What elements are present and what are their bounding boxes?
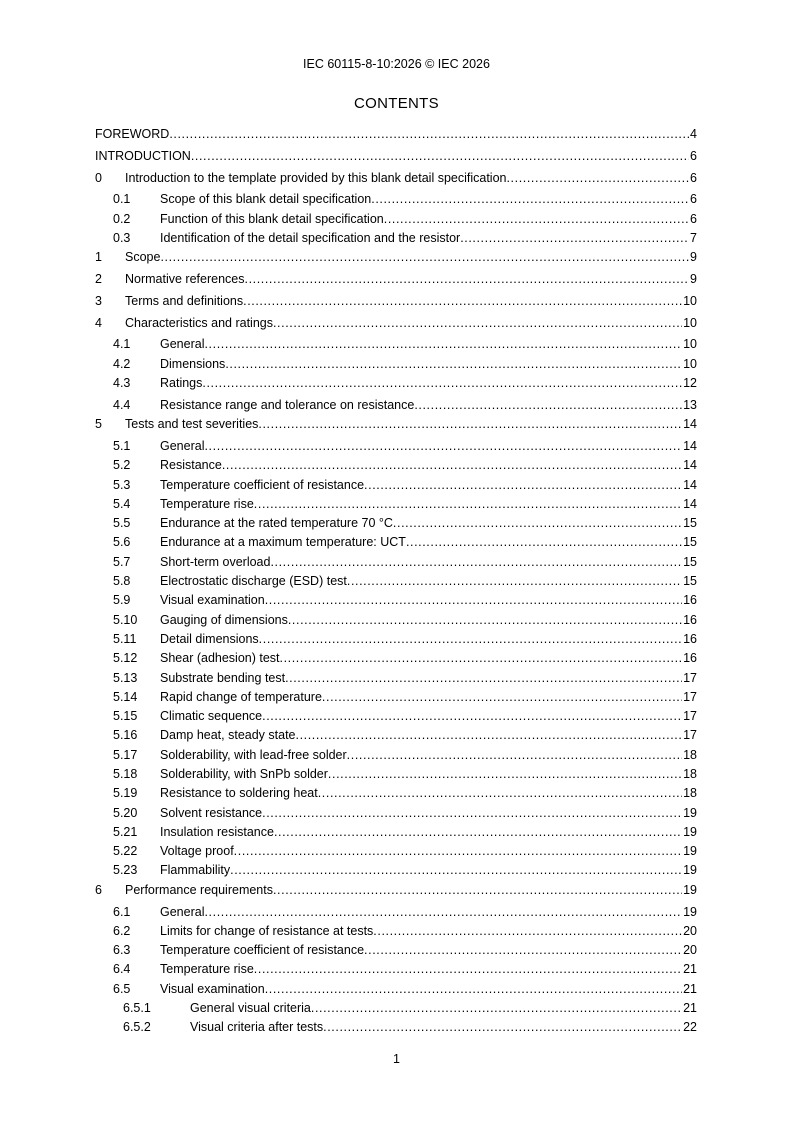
toc-entry-body bbox=[125, 881, 697, 900]
toc-entry[interactable] bbox=[95, 999, 697, 1018]
toc-entry-number: 6.5.1 bbox=[123, 1001, 151, 1016]
toc-entry-number: 5.4 bbox=[113, 496, 131, 511]
toc-dot-leader bbox=[347, 746, 682, 765]
toc-entry-title: Solderability, with SnPb solder bbox=[160, 767, 328, 781]
toc-entry-number: 5.8 bbox=[113, 574, 131, 589]
toc-entry-body bbox=[160, 229, 697, 248]
toc-entry-number: 6.3 bbox=[113, 943, 131, 958]
toc-dot-leader bbox=[222, 456, 682, 475]
toc-entry-number: 5.2 bbox=[113, 458, 131, 473]
toc-entry-body bbox=[160, 688, 697, 707]
toc-entry-number: 0.1 bbox=[113, 192, 131, 207]
toc-entry[interactable] bbox=[95, 630, 697, 649]
toc-entry-body bbox=[160, 823, 697, 842]
toc-entry-page: 10 bbox=[683, 356, 697, 371]
toc-dot-leader bbox=[296, 726, 683, 745]
toc-entry[interactable] bbox=[95, 726, 697, 745]
toc-entry-page: 16 bbox=[683, 612, 697, 627]
toc-dot-leader bbox=[311, 999, 682, 1018]
toc-dot-leader bbox=[347, 572, 682, 591]
toc-entry-number: 6.2 bbox=[113, 923, 131, 938]
toc-entry[interactable] bbox=[95, 210, 697, 229]
toc-entry[interactable] bbox=[95, 941, 697, 960]
toc-entry[interactable] bbox=[95, 514, 697, 533]
toc-entry[interactable] bbox=[95, 355, 697, 374]
toc-entry-title: Visual examination bbox=[160, 593, 265, 608]
toc-dot-leader bbox=[204, 437, 682, 456]
toc-entry-body bbox=[125, 248, 697, 267]
toc-entry-body bbox=[160, 630, 697, 649]
toc-entry-page: 20 bbox=[683, 923, 697, 938]
toc-dot-leader bbox=[202, 374, 682, 393]
toc-entry-number: 6.1 bbox=[113, 904, 131, 919]
toc-entry[interactable] bbox=[95, 903, 697, 922]
toc-entry-title: Endurance at a maximum temperature: UCT bbox=[160, 535, 406, 550]
toc-entry[interactable] bbox=[95, 688, 697, 707]
toc-dot-leader bbox=[373, 922, 682, 941]
toc-entry-title: Limits for change of resistance at tests bbox=[160, 923, 374, 938]
toc-dot-leader bbox=[191, 147, 689, 166]
toc-entry-title: General bbox=[160, 337, 205, 352]
toc-entry[interactable] bbox=[95, 169, 697, 188]
document-header: IEC 60115-8-10:2026 © IEC 2026 bbox=[303, 57, 490, 71]
toc-entry[interactable] bbox=[95, 649, 697, 668]
page-number: 1 bbox=[393, 1052, 400, 1066]
toc-entry-title: Voltage proof bbox=[160, 844, 234, 859]
toc-entry-page: 19 bbox=[683, 863, 697, 878]
toc-dot-leader bbox=[204, 903, 682, 922]
toc-entry-title: Introduction to the template provided by this blank detail specification bbox=[125, 170, 507, 185]
toc-entry-body bbox=[160, 784, 697, 803]
toc-entry-number: 4 bbox=[95, 315, 102, 330]
toc-entry[interactable] bbox=[95, 147, 697, 166]
toc-entry[interactable] bbox=[95, 960, 697, 979]
toc-entry-title: FOREWORD bbox=[95, 127, 170, 141]
toc-entry-body bbox=[125, 314, 697, 333]
toc-entry[interactable] bbox=[95, 572, 697, 591]
toc-dot-leader bbox=[318, 784, 682, 803]
toc-dot-leader bbox=[225, 355, 682, 374]
toc-entry-body bbox=[125, 169, 697, 188]
toc-entry-page: 12 bbox=[683, 376, 697, 391]
toc-dot-leader bbox=[322, 688, 682, 707]
toc-entry-page: 17 bbox=[683, 689, 697, 704]
toc-dot-leader bbox=[371, 190, 689, 209]
toc-entry[interactable] bbox=[95, 804, 697, 823]
toc-entry-body bbox=[160, 456, 697, 475]
toc-entry-number: 5.5 bbox=[113, 516, 131, 531]
toc-entry-body bbox=[160, 476, 697, 495]
toc-entry[interactable] bbox=[95, 437, 697, 456]
toc-entry-title: INTRODUCTION bbox=[95, 148, 191, 163]
toc-entry-page: 19 bbox=[683, 882, 697, 897]
toc-entry-title: Damp heat, steady state bbox=[160, 728, 296, 743]
toc-entry-number: 6.5.2 bbox=[123, 1020, 151, 1035]
toc-entry-number: 5.12 bbox=[113, 651, 138, 666]
toc-entry-page: 15 bbox=[683, 535, 697, 550]
toc-dot-leader bbox=[328, 765, 682, 784]
toc-dot-leader bbox=[384, 210, 689, 229]
toc-entry-body bbox=[160, 746, 697, 765]
toc-entry-number: 5.20 bbox=[113, 805, 138, 820]
toc-entry-page: 15 bbox=[683, 554, 697, 569]
toc-entry-title: Dimensions bbox=[160, 356, 226, 371]
toc-dot-leader bbox=[243, 292, 682, 311]
toc-entry-title: Resistance range and tolerance on resistance bbox=[160, 397, 415, 412]
toc-dot-leader bbox=[280, 649, 683, 668]
toc-entry-title: Normative references bbox=[125, 272, 245, 287]
toc-entry-title: Resistance to soldering heat bbox=[160, 786, 318, 801]
toc-entry-body bbox=[160, 960, 697, 979]
toc-entry-body bbox=[160, 707, 697, 726]
toc-dot-leader bbox=[258, 415, 682, 434]
toc-entry-body bbox=[160, 726, 697, 745]
toc-dot-leader bbox=[285, 669, 682, 688]
toc-entry-number: 6.5 bbox=[113, 981, 131, 996]
toc-entry-body bbox=[160, 533, 697, 552]
toc-entry-body bbox=[160, 941, 697, 960]
toc-entry-page: 19 bbox=[683, 805, 697, 820]
toc-entry-number: 5.16 bbox=[113, 728, 138, 743]
toc-entry-page: 6 bbox=[690, 170, 697, 185]
toc-entry[interactable] bbox=[95, 746, 697, 765]
toc-entry-title: Substrate bending test bbox=[160, 670, 286, 685]
toc-entry[interactable] bbox=[95, 842, 697, 861]
toc-entry[interactable] bbox=[95, 922, 697, 941]
toc-entry-title: General visual criteria bbox=[190, 1001, 311, 1016]
toc-entry[interactable] bbox=[95, 553, 697, 572]
toc-entry-title: Short-term overload bbox=[160, 554, 271, 569]
toc-entry-body bbox=[160, 437, 697, 456]
toc-dot-leader bbox=[393, 514, 682, 533]
toc-entry[interactable] bbox=[95, 396, 697, 415]
toc-entry-title: General bbox=[160, 438, 205, 453]
toc-entry-title: Terms and definitions bbox=[125, 293, 244, 308]
toc-entry-page: 13 bbox=[683, 397, 697, 412]
toc-entry[interactable] bbox=[95, 765, 697, 784]
toc-entry[interactable] bbox=[95, 980, 697, 999]
toc-entry-number: 0 bbox=[95, 170, 102, 185]
toc-entry-page: 15 bbox=[683, 516, 697, 531]
toc-entry-number: 5.13 bbox=[113, 670, 138, 685]
toc-entry-number: 5 bbox=[95, 417, 102, 432]
toc-entry[interactable] bbox=[95, 533, 697, 552]
toc-entry-page: 7 bbox=[690, 230, 697, 245]
toc-entry-body bbox=[160, 572, 697, 591]
toc-entry[interactable] bbox=[95, 495, 697, 514]
toc-entry-body bbox=[160, 591, 697, 610]
toc-entry-page: 9 bbox=[690, 250, 697, 265]
toc-dot-leader bbox=[274, 823, 682, 842]
toc-dot-leader bbox=[273, 881, 682, 900]
toc-dot-leader bbox=[273, 314, 682, 333]
toc-entry-number: 5.14 bbox=[113, 689, 138, 704]
toc-entry-body bbox=[160, 649, 697, 668]
toc-entry-page: 16 bbox=[683, 593, 697, 608]
toc-entry-body bbox=[160, 861, 697, 880]
toc-entry-number: 5.9 bbox=[113, 593, 131, 608]
toc-entry-title: Resistance bbox=[160, 458, 222, 473]
toc-entry-body bbox=[160, 765, 697, 784]
toc-entry[interactable] bbox=[95, 823, 697, 842]
toc-dot-leader bbox=[414, 396, 682, 415]
toc-entry-body bbox=[160, 335, 697, 354]
toc-entry-number: 4.2 bbox=[113, 356, 131, 371]
toc-entry-title: Visual criteria after tests bbox=[190, 1020, 324, 1035]
toc-entry-body bbox=[125, 270, 697, 289]
toc-entry-page: 17 bbox=[683, 728, 697, 743]
toc-dot-leader bbox=[506, 169, 689, 188]
toc-entry-page: 17 bbox=[683, 670, 697, 685]
toc-entry-page: 21 bbox=[683, 962, 697, 977]
toc-entry[interactable] bbox=[95, 248, 697, 267]
toc-entry-number: 6.4 bbox=[113, 962, 131, 977]
toc-entry[interactable] bbox=[95, 784, 697, 803]
toc-entry-number: 5.21 bbox=[113, 824, 138, 839]
toc-entry-title: Ratings bbox=[160, 376, 203, 391]
toc-entry-page: 9 bbox=[690, 272, 697, 287]
toc-entry[interactable] bbox=[95, 229, 697, 248]
toc-entry-page: 10 bbox=[683, 293, 697, 308]
toc-entry[interactable] bbox=[95, 456, 697, 475]
toc-entry-title: Solvent resistance bbox=[160, 805, 263, 820]
toc-dot-leader bbox=[270, 553, 682, 572]
toc-dot-leader bbox=[288, 611, 682, 630]
toc-entry-title: Identification of the detail specification and the resistor bbox=[160, 230, 461, 245]
toc-entry-page: 4 bbox=[690, 127, 697, 141]
toc-dot-leader bbox=[259, 630, 682, 649]
toc-entry[interactable] bbox=[95, 190, 697, 209]
toc-entry[interactable] bbox=[95, 669, 697, 688]
toc-entry[interactable] bbox=[95, 861, 697, 880]
toc-entry-title: General bbox=[160, 904, 205, 919]
toc-entry[interactable] bbox=[95, 476, 697, 495]
toc-entry-body bbox=[160, 611, 697, 630]
toc-entry-page: 14 bbox=[683, 458, 697, 473]
toc-dot-leader bbox=[204, 335, 682, 354]
toc-entry-body bbox=[160, 374, 697, 393]
toc-entry-page: 16 bbox=[683, 631, 697, 646]
toc-dot-leader bbox=[234, 842, 682, 861]
toc-entry-number: 5.6 bbox=[113, 535, 131, 550]
toc-entry-page: 14 bbox=[683, 438, 697, 453]
toc-entry-body bbox=[160, 922, 697, 941]
toc-entry-number: 2 bbox=[95, 272, 102, 287]
toc-entry-body bbox=[160, 903, 697, 922]
toc-entry[interactable] bbox=[95, 707, 697, 726]
page-title: CONTENTS bbox=[354, 95, 439, 112]
toc-entry-page: 18 bbox=[683, 786, 697, 801]
toc-entry-title: Temperature coefficient of resistance bbox=[160, 477, 365, 492]
toc-dot-leader bbox=[230, 861, 682, 880]
toc-dot-leader bbox=[323, 1018, 682, 1037]
toc-entry-number: 5.3 bbox=[113, 477, 131, 492]
toc-entry-page: 19 bbox=[683, 824, 697, 839]
toc-entry-title: Function of this blank detail specification bbox=[160, 211, 384, 226]
toc-dot-leader bbox=[460, 229, 689, 248]
toc-entry-title: Visual examination bbox=[160, 981, 265, 996]
toc-entry-title: Gauging of dimensions bbox=[160, 612, 288, 627]
toc-entry-number: 1 bbox=[95, 250, 102, 265]
toc-entry[interactable] bbox=[95, 314, 697, 333]
toc-entry-title: Scope of this blank detail specification bbox=[160, 192, 372, 207]
toc-entry-page: 14 bbox=[683, 496, 697, 511]
toc-entry-number: 0.3 bbox=[113, 230, 131, 245]
toc-entry-number: 5.10 bbox=[113, 612, 138, 627]
toc-entry-title: Detail dimensions bbox=[160, 631, 259, 646]
toc-dot-leader bbox=[245, 270, 690, 289]
toc-entry-body bbox=[160, 669, 697, 688]
toc-entry-page: 21 bbox=[683, 1001, 697, 1016]
toc-entry-page: 14 bbox=[683, 477, 697, 492]
toc-dot-leader bbox=[254, 495, 682, 514]
toc-entry-title: Shear (adhesion) test bbox=[160, 651, 280, 666]
table-of-contents bbox=[95, 125, 697, 1038]
toc-entry-number: 4.3 bbox=[113, 376, 131, 391]
toc-dot-leader bbox=[262, 707, 682, 726]
toc-dot-leader bbox=[262, 804, 682, 823]
toc-entry-body bbox=[160, 396, 697, 415]
toc-entry[interactable] bbox=[95, 335, 697, 354]
toc-entry-title: Tests and test severities bbox=[125, 417, 259, 432]
toc-entry-number: 3 bbox=[95, 293, 102, 308]
toc-entry-body bbox=[160, 553, 697, 572]
toc-entry-number: 4.4 bbox=[113, 397, 131, 412]
toc-entry-number: 0.2 bbox=[113, 211, 131, 226]
toc-entry-number: 5.1 bbox=[113, 438, 131, 453]
toc-entry[interactable] bbox=[95, 292, 697, 311]
toc-entry-page: 19 bbox=[683, 904, 697, 919]
toc-entry-number: 5.15 bbox=[113, 709, 138, 724]
toc-entry-title: Performance requirements bbox=[125, 882, 273, 897]
toc-entry-page: 21 bbox=[683, 981, 697, 996]
toc-entry-body bbox=[125, 415, 697, 434]
toc-entry-number: 5.18 bbox=[113, 767, 138, 781]
toc-dot-leader bbox=[265, 980, 682, 999]
toc-entry-page: 20 bbox=[683, 943, 697, 958]
toc-entry-body bbox=[160, 842, 697, 861]
toc-dot-leader bbox=[406, 533, 682, 552]
toc-entry-number: 5.23 bbox=[113, 863, 138, 878]
toc-entry-page: 6 bbox=[690, 211, 697, 226]
toc-entry-body bbox=[160, 495, 697, 514]
toc-entry[interactable] bbox=[95, 1018, 697, 1037]
toc-entry-page: 15 bbox=[683, 574, 697, 589]
toc-entry-number: 5.11 bbox=[113, 631, 137, 646]
toc-entry[interactable] bbox=[95, 374, 697, 393]
toc-entry-number: 4.1 bbox=[113, 337, 131, 352]
toc-entry-body bbox=[160, 514, 697, 533]
toc-entry-title: Temperature coefficient of resistance bbox=[160, 943, 365, 958]
toc-entry-title: Characteristics and ratings bbox=[125, 315, 273, 330]
toc-entry-body bbox=[95, 125, 697, 144]
toc-entry-body bbox=[190, 1018, 697, 1037]
toc-entry-title: Temperature rise bbox=[160, 962, 254, 977]
toc-dot-leader bbox=[160, 248, 689, 267]
toc-entry-body bbox=[125, 292, 697, 311]
toc-entry-title: Temperature rise bbox=[160, 496, 254, 511]
toc-entry-page: 6 bbox=[690, 148, 697, 163]
toc-dot-leader bbox=[254, 960, 682, 979]
toc-entry-title: Endurance at the rated temperature 70 °C bbox=[160, 516, 393, 531]
toc-entry-page: 10 bbox=[683, 315, 697, 330]
toc-entry-title: Flammability bbox=[160, 863, 231, 878]
toc-dot-leader bbox=[265, 591, 682, 610]
toc-entry-title: Scope bbox=[125, 250, 161, 265]
toc-entry-title: Climatic sequence bbox=[160, 709, 263, 724]
toc-entry-body bbox=[160, 980, 697, 999]
toc-entry-body bbox=[95, 147, 697, 166]
toc-entry-page: 6 bbox=[690, 192, 697, 207]
toc-entry-body bbox=[160, 210, 697, 229]
toc-entry[interactable] bbox=[95, 125, 697, 144]
toc-entry-number: 5.19 bbox=[113, 786, 138, 801]
toc-entry-page: 17 bbox=[683, 709, 697, 724]
toc-entry-title: Insulation resistance bbox=[160, 824, 274, 839]
toc-entry-page: 18 bbox=[683, 767, 697, 781]
toc-entry-body bbox=[160, 190, 697, 209]
toc-entry-page: 22 bbox=[683, 1020, 697, 1035]
toc-entry-page: 10 bbox=[683, 337, 697, 352]
toc-entry-number: 5.17 bbox=[113, 747, 138, 762]
toc-entry[interactable] bbox=[95, 415, 697, 434]
toc-entry-title: Solderability, with lead-free solder bbox=[160, 747, 347, 762]
toc-entry[interactable] bbox=[95, 881, 697, 900]
toc-entry-body bbox=[160, 804, 697, 823]
toc-dot-leader bbox=[364, 941, 682, 960]
toc-entry-title: Electrostatic discharge (ESD) test bbox=[160, 574, 347, 589]
toc-dot-leader bbox=[364, 476, 682, 495]
toc-entry-page: 19 bbox=[683, 844, 697, 859]
toc-entry[interactable] bbox=[95, 611, 697, 630]
toc-entry-number: 5.7 bbox=[113, 554, 131, 569]
toc-entry-number: 5.22 bbox=[113, 844, 138, 859]
toc-entry[interactable] bbox=[95, 591, 697, 610]
toc-entry-body bbox=[160, 355, 697, 374]
toc-entry-page: 14 bbox=[683, 417, 697, 432]
toc-entry-page: 18 bbox=[683, 747, 697, 762]
toc-entry-title: Rapid change of temperature bbox=[160, 689, 322, 704]
toc-entry[interactable] bbox=[95, 270, 697, 289]
toc-entry-body bbox=[190, 999, 697, 1018]
toc-dot-leader bbox=[169, 125, 689, 144]
toc-entry-number: 6 bbox=[95, 882, 102, 897]
toc-entry-page: 16 bbox=[683, 651, 697, 666]
